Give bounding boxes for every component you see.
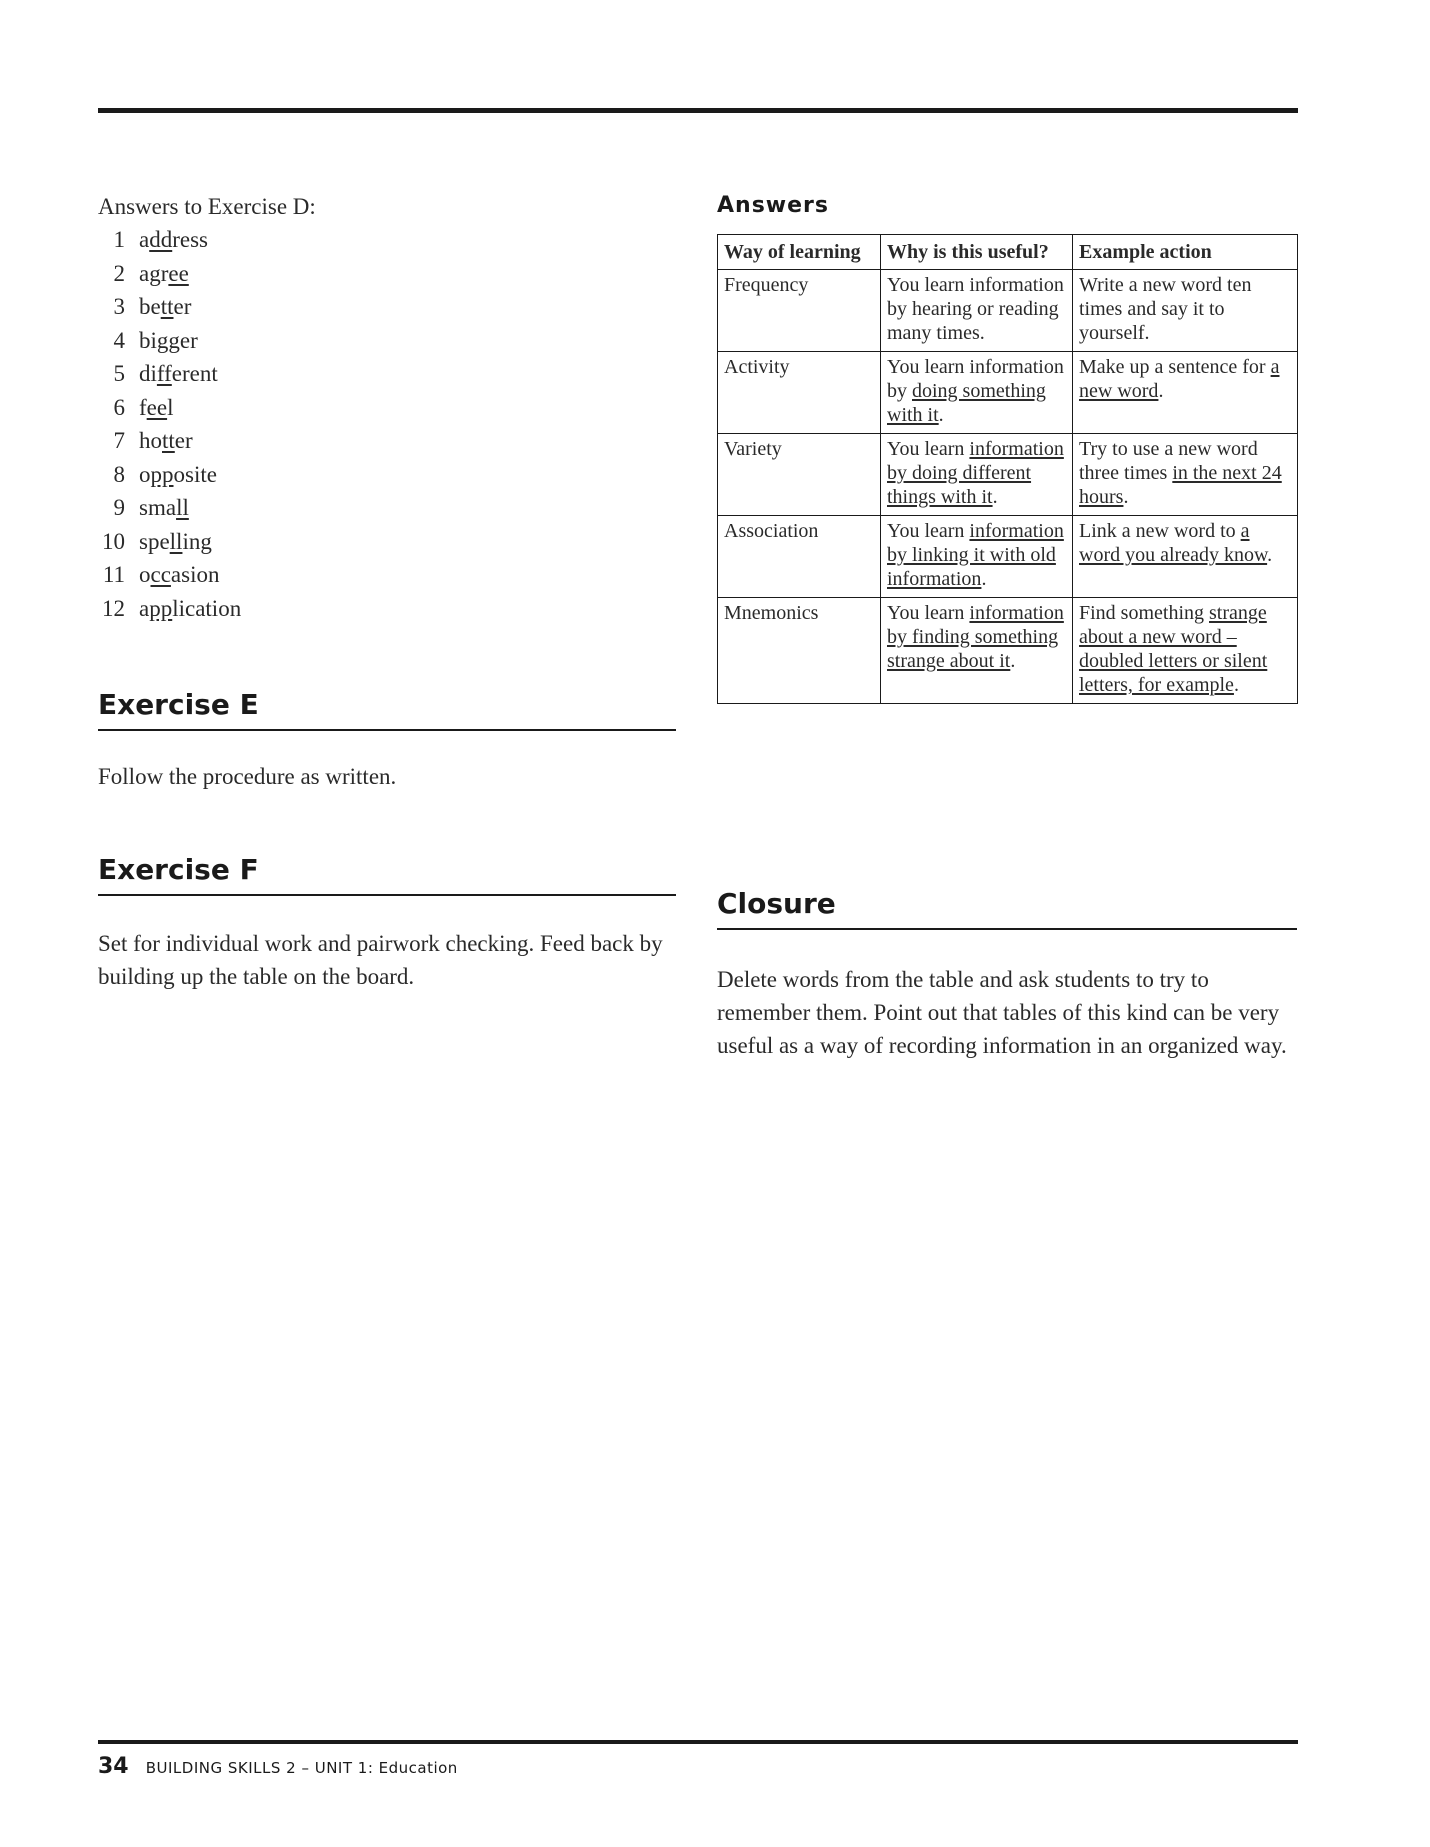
- exercise-e-text: Follow the procedure as written.: [98, 764, 397, 789]
- cell-text: You learn: [887, 520, 970, 542]
- exercise-d-answers: [98, 190, 678, 625]
- top-rule: [98, 108, 1298, 113]
- list-item: [98, 324, 678, 358]
- underlined-text: doing something with it: [887, 380, 1046, 426]
- answer-word: [139, 328, 198, 353]
- answer-number: 7: [113, 428, 125, 453]
- cell-example-action: [1073, 270, 1298, 352]
- page-footer: [98, 1754, 458, 1779]
- answer-word-part: erent: [171, 361, 218, 386]
- answer-number: 5: [113, 361, 125, 386]
- cell-text: Link a new word to: [1079, 520, 1241, 542]
- answer-word: [139, 294, 191, 319]
- cell-text: You learn: [887, 602, 970, 624]
- list-item: [98, 424, 678, 458]
- answer-word-underlined: ee: [168, 260, 189, 286]
- answer-word: [139, 529, 212, 554]
- answer-word-underlined: dd: [149, 227, 173, 252]
- cell-text: .: [1010, 650, 1016, 672]
- answer-word: [139, 462, 217, 487]
- answer-word-underlined: ee: [146, 394, 168, 420]
- answer-number: 6: [113, 394, 125, 420]
- answer-number: 1: [113, 227, 125, 252]
- cell-why-useful: [881, 352, 1073, 434]
- table-row: [718, 434, 1298, 516]
- page-number: 34: [98, 1754, 129, 1779]
- answer-number: 4: [113, 327, 125, 353]
- answer-word-underlined: tt: [162, 428, 175, 453]
- answer-word-part: agr: [139, 260, 169, 286]
- cell-text: Make up a sentence for: [1079, 356, 1271, 378]
- answer-number: 11: [102, 562, 125, 587]
- cell-text: .: [938, 404, 944, 426]
- cell-text: You learn information by hearing or reading many times.: [887, 274, 1064, 344]
- answer-word-part: be: [139, 294, 161, 319]
- answer-number: 9: [113, 495, 125, 520]
- list-item: [98, 592, 678, 626]
- list-item: [98, 525, 678, 559]
- cell-example-action: [1073, 516, 1298, 598]
- answer-number: 2: [113, 260, 125, 286]
- answer-word: [139, 227, 208, 252]
- table-row: [718, 270, 1298, 352]
- column-header-why: Why is this useful?: [881, 235, 1073, 270]
- answer-word-part: a: [139, 227, 150, 252]
- list-item: [98, 257, 678, 291]
- cell-text: .: [1123, 486, 1129, 508]
- answer-word-part: spe: [139, 528, 170, 554]
- list-item: [98, 458, 678, 492]
- list-item: [98, 290, 678, 324]
- answer-word-part: er: [174, 428, 193, 453]
- answer-word-part: o: [139, 461, 151, 487]
- cell-way-of-learning: Variety: [718, 434, 881, 516]
- underlined-text: information by linking it with old information: [887, 520, 1064, 590]
- cell-text: Try to use a new word three times: [1079, 438, 1258, 484]
- cell-example-action: [1073, 434, 1298, 516]
- closure-section: [717, 887, 1297, 930]
- exercise-f-section: [98, 853, 676, 896]
- answer-word-part: er: [179, 327, 198, 353]
- answer-word-part: sma: [139, 495, 177, 520]
- exercise-f-heading: Exercise F: [98, 853, 676, 896]
- answer-list: [98, 223, 678, 625]
- answer-word-part: o: [139, 562, 151, 587]
- table-row: [718, 598, 1298, 704]
- answer-word-part: a: [139, 595, 150, 621]
- cell-way-of-learning: Frequency: [718, 270, 881, 352]
- list-item: [98, 491, 678, 525]
- list-item: [98, 223, 678, 257]
- exercise-e-section: [98, 688, 676, 731]
- answer-word-part: di: [139, 361, 157, 386]
- bottom-rule: [98, 1740, 1298, 1744]
- underlined-text: in the next 24 hours: [1079, 462, 1282, 508]
- underlined-text: information by doing different things with it: [887, 438, 1064, 508]
- answer-word: [139, 261, 189, 286]
- column-header-example: Example action: [1073, 235, 1298, 270]
- answer-word-underlined: pp: [150, 461, 174, 487]
- answer-word-part: ress: [172, 227, 208, 252]
- cell-text: You learn information by: [887, 356, 1064, 402]
- cell-text: .: [1233, 674, 1239, 696]
- cell-text: .: [981, 568, 987, 590]
- answer-word-underlined: ll: [169, 528, 183, 554]
- underlined-text: a new word: [1079, 356, 1280, 402]
- answers-table: [717, 234, 1298, 704]
- cell-example-action: [1073, 352, 1298, 434]
- closure-heading: Closure: [717, 887, 1297, 930]
- answer-number: 8: [113, 461, 125, 487]
- cell-way-of-learning: Activity: [718, 352, 881, 434]
- answer-word-part: asion: [170, 562, 220, 587]
- answer-word-part: lication: [172, 595, 242, 621]
- answer-number: 10: [102, 528, 125, 554]
- answer-word: [139, 361, 218, 386]
- list-item: [98, 558, 678, 592]
- cell-text: Write a new word ten times and say it to yourself.: [1079, 274, 1252, 344]
- table-row: [718, 516, 1298, 598]
- underlined-text: information by finding something strange about it: [887, 602, 1064, 672]
- book-title: BUILDING SKILLS 2 – UNIT 1: Education: [145, 1759, 458, 1777]
- answer-number: 12: [102, 595, 125, 621]
- cell-way-of-learning: Mnemonics: [718, 598, 881, 704]
- answer-word: [139, 596, 241, 621]
- list-item: [98, 357, 678, 391]
- answer-word-underlined: tt: [160, 294, 174, 319]
- exercise-f-text: Set for individual work and pairwork checking. Feed back by building up the table on the board.: [98, 931, 663, 989]
- answer-number: 3: [113, 294, 125, 319]
- answer-word-underlined: cc: [150, 562, 171, 587]
- closure-text: Delete words from the table and ask students to try to remember them. Point out that tables of this kind can be very useful as a way of recording information in an organized way.: [717, 967, 1287, 1058]
- answer-word-underlined: ff: [156, 361, 172, 386]
- list-item: [98, 391, 678, 425]
- answer-word-part: ing: [182, 528, 212, 554]
- cell-why-useful: [881, 598, 1073, 704]
- answers-title: Answers: [717, 193, 829, 218]
- answer-word-underlined: pp: [149, 595, 173, 621]
- answer-word-part: ho: [139, 428, 162, 453]
- table-row: [718, 352, 1298, 434]
- cell-text: .: [1267, 544, 1273, 566]
- underlined-text: strange about a new word – doubled letters or silent letters, for example: [1079, 602, 1268, 696]
- column-header-way: Way of learning: [718, 235, 881, 270]
- answer-word-part: osite: [173, 461, 217, 487]
- answer-word-underlined: ll: [176, 495, 189, 520]
- exercise-d-intro: Answers to Exercise D:: [98, 194, 316, 219]
- answer-word-part: l: [167, 394, 174, 420]
- answer-word-part: f: [139, 394, 147, 420]
- cell-text: .: [1158, 380, 1164, 402]
- answer-word: [139, 495, 189, 520]
- cell-why-useful: [881, 516, 1073, 598]
- cell-why-useful: [881, 434, 1073, 516]
- answer-word-underlined: gg: [156, 327, 180, 353]
- cell-why-useful: [881, 270, 1073, 352]
- exercise-e-heading: Exercise E: [98, 688, 676, 731]
- table-header-row: [718, 235, 1298, 270]
- answer-word: [139, 395, 173, 420]
- cell-way-of-learning: Association: [718, 516, 881, 598]
- cell-text: Find something: [1079, 602, 1210, 624]
- cell-text: .: [992, 486, 998, 508]
- underlined-text: a word you already know: [1079, 520, 1268, 566]
- cell-example-action: [1073, 598, 1298, 704]
- cell-text: You learn: [887, 438, 970, 460]
- answer-word-part: bi: [139, 327, 157, 353]
- answer-word: [139, 562, 219, 587]
- answer-word: [139, 428, 193, 453]
- answer-word-part: er: [173, 294, 192, 319]
